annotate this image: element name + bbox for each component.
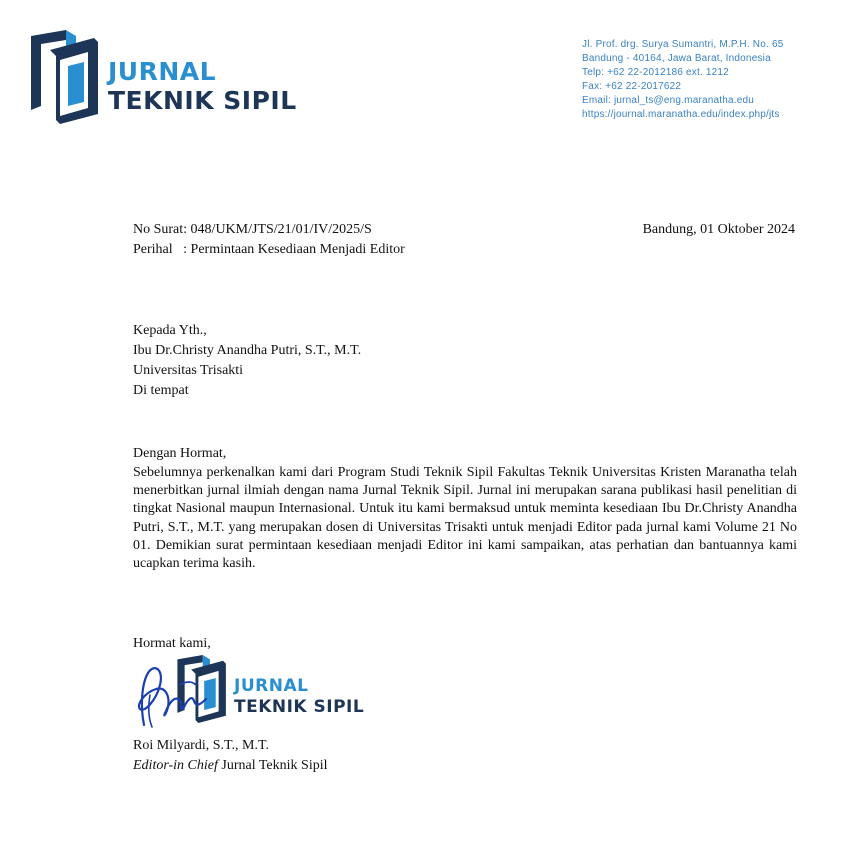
recipient-institution: Universitas Trisakti <box>133 363 244 378</box>
letter-subject: Perihal : Permintaan Kesediaan Menjadi Editor <box>133 242 405 257</box>
contact-email: Email: jurnal_ts@eng.maranatha.edu <box>582 95 755 106</box>
journal-logo-icon <box>28 30 102 124</box>
contact-website[interactable]: https://journal.maranatha.edu/index.php/jts <box>582 109 780 120</box>
signer-role: Editor-in Chief <box>133 758 218 773</box>
logo-line-1: JURNAL <box>108 57 217 86</box>
contact-phone: Telp: +62 22-2012186 ext. 1212 <box>582 67 729 78</box>
recipient-name: Ibu Dr.Christy Anandha Putri, S.T., M.T. <box>133 343 362 358</box>
recipient-salutation: Kepada Yth., <box>133 323 207 338</box>
signer-title <box>133 756 327 776</box>
contact-address: Jl. Prof. drg. Surya Sumantri, M.P.H. No. 65 <box>582 39 784 50</box>
greeting: Dengan Hormat, <box>133 446 227 461</box>
letter-date: Bandung, 01 Oktober 2024 <box>642 222 795 237</box>
journal-stamp-text <box>234 676 364 718</box>
letter-number: No Surat: 048/UKM/JTS/21/01/IV/2025/S <box>133 222 372 237</box>
signer-name: Roi Milyardi, S.T., M.T. <box>133 738 269 753</box>
contact-city: Bandung - 40164, Jawa Barat, Indonesia <box>582 53 771 64</box>
recipient-block <box>133 321 361 401</box>
contact-fax: Fax: +62 22-2017622 <box>582 81 682 92</box>
contact-block <box>582 38 842 122</box>
stamp-line-1: JURNAL <box>234 676 309 696</box>
stamp-line-2: TEKNIK SIPIL <box>234 697 365 717</box>
logo-line-2: TEKNIK SIPIL <box>108 86 297 115</box>
letter-body: Sebelumnya perkenalkan kami dari Program Studi Teknik Sipil Fakultas Teknik Universitas Kristen Maranatha telah menerbitkan jurnal ilmiah dengan nama Jurnal Teknik Sipil. Jurnal ini merupakan sarana publikasi hasil penelitian di tingkat Nasional maupun Internasional. Untuk itu kami bermaksud untuk meminta kesediaan Ibu Dr.Christy Anandha Putri, S.T., M.T. yang merupakan dosen di Universitas Trisakti untuk menjadi Editor pada jurnal kami Volume 21 No 01. Demikian surat permintaan kesediaan menjadi Editor ini kami sampaikan, atas perhatian dan bantuannya kami ucapkan terima kasih. <box>133 465 797 572</box>
closing: Hormat kami, <box>133 636 211 651</box>
journal-logo-text <box>108 58 297 116</box>
signer-org: Jurnal Teknik Sipil <box>217 758 328 773</box>
recipient-place: Di tempat <box>133 383 189 398</box>
signature-icon <box>130 655 210 729</box>
